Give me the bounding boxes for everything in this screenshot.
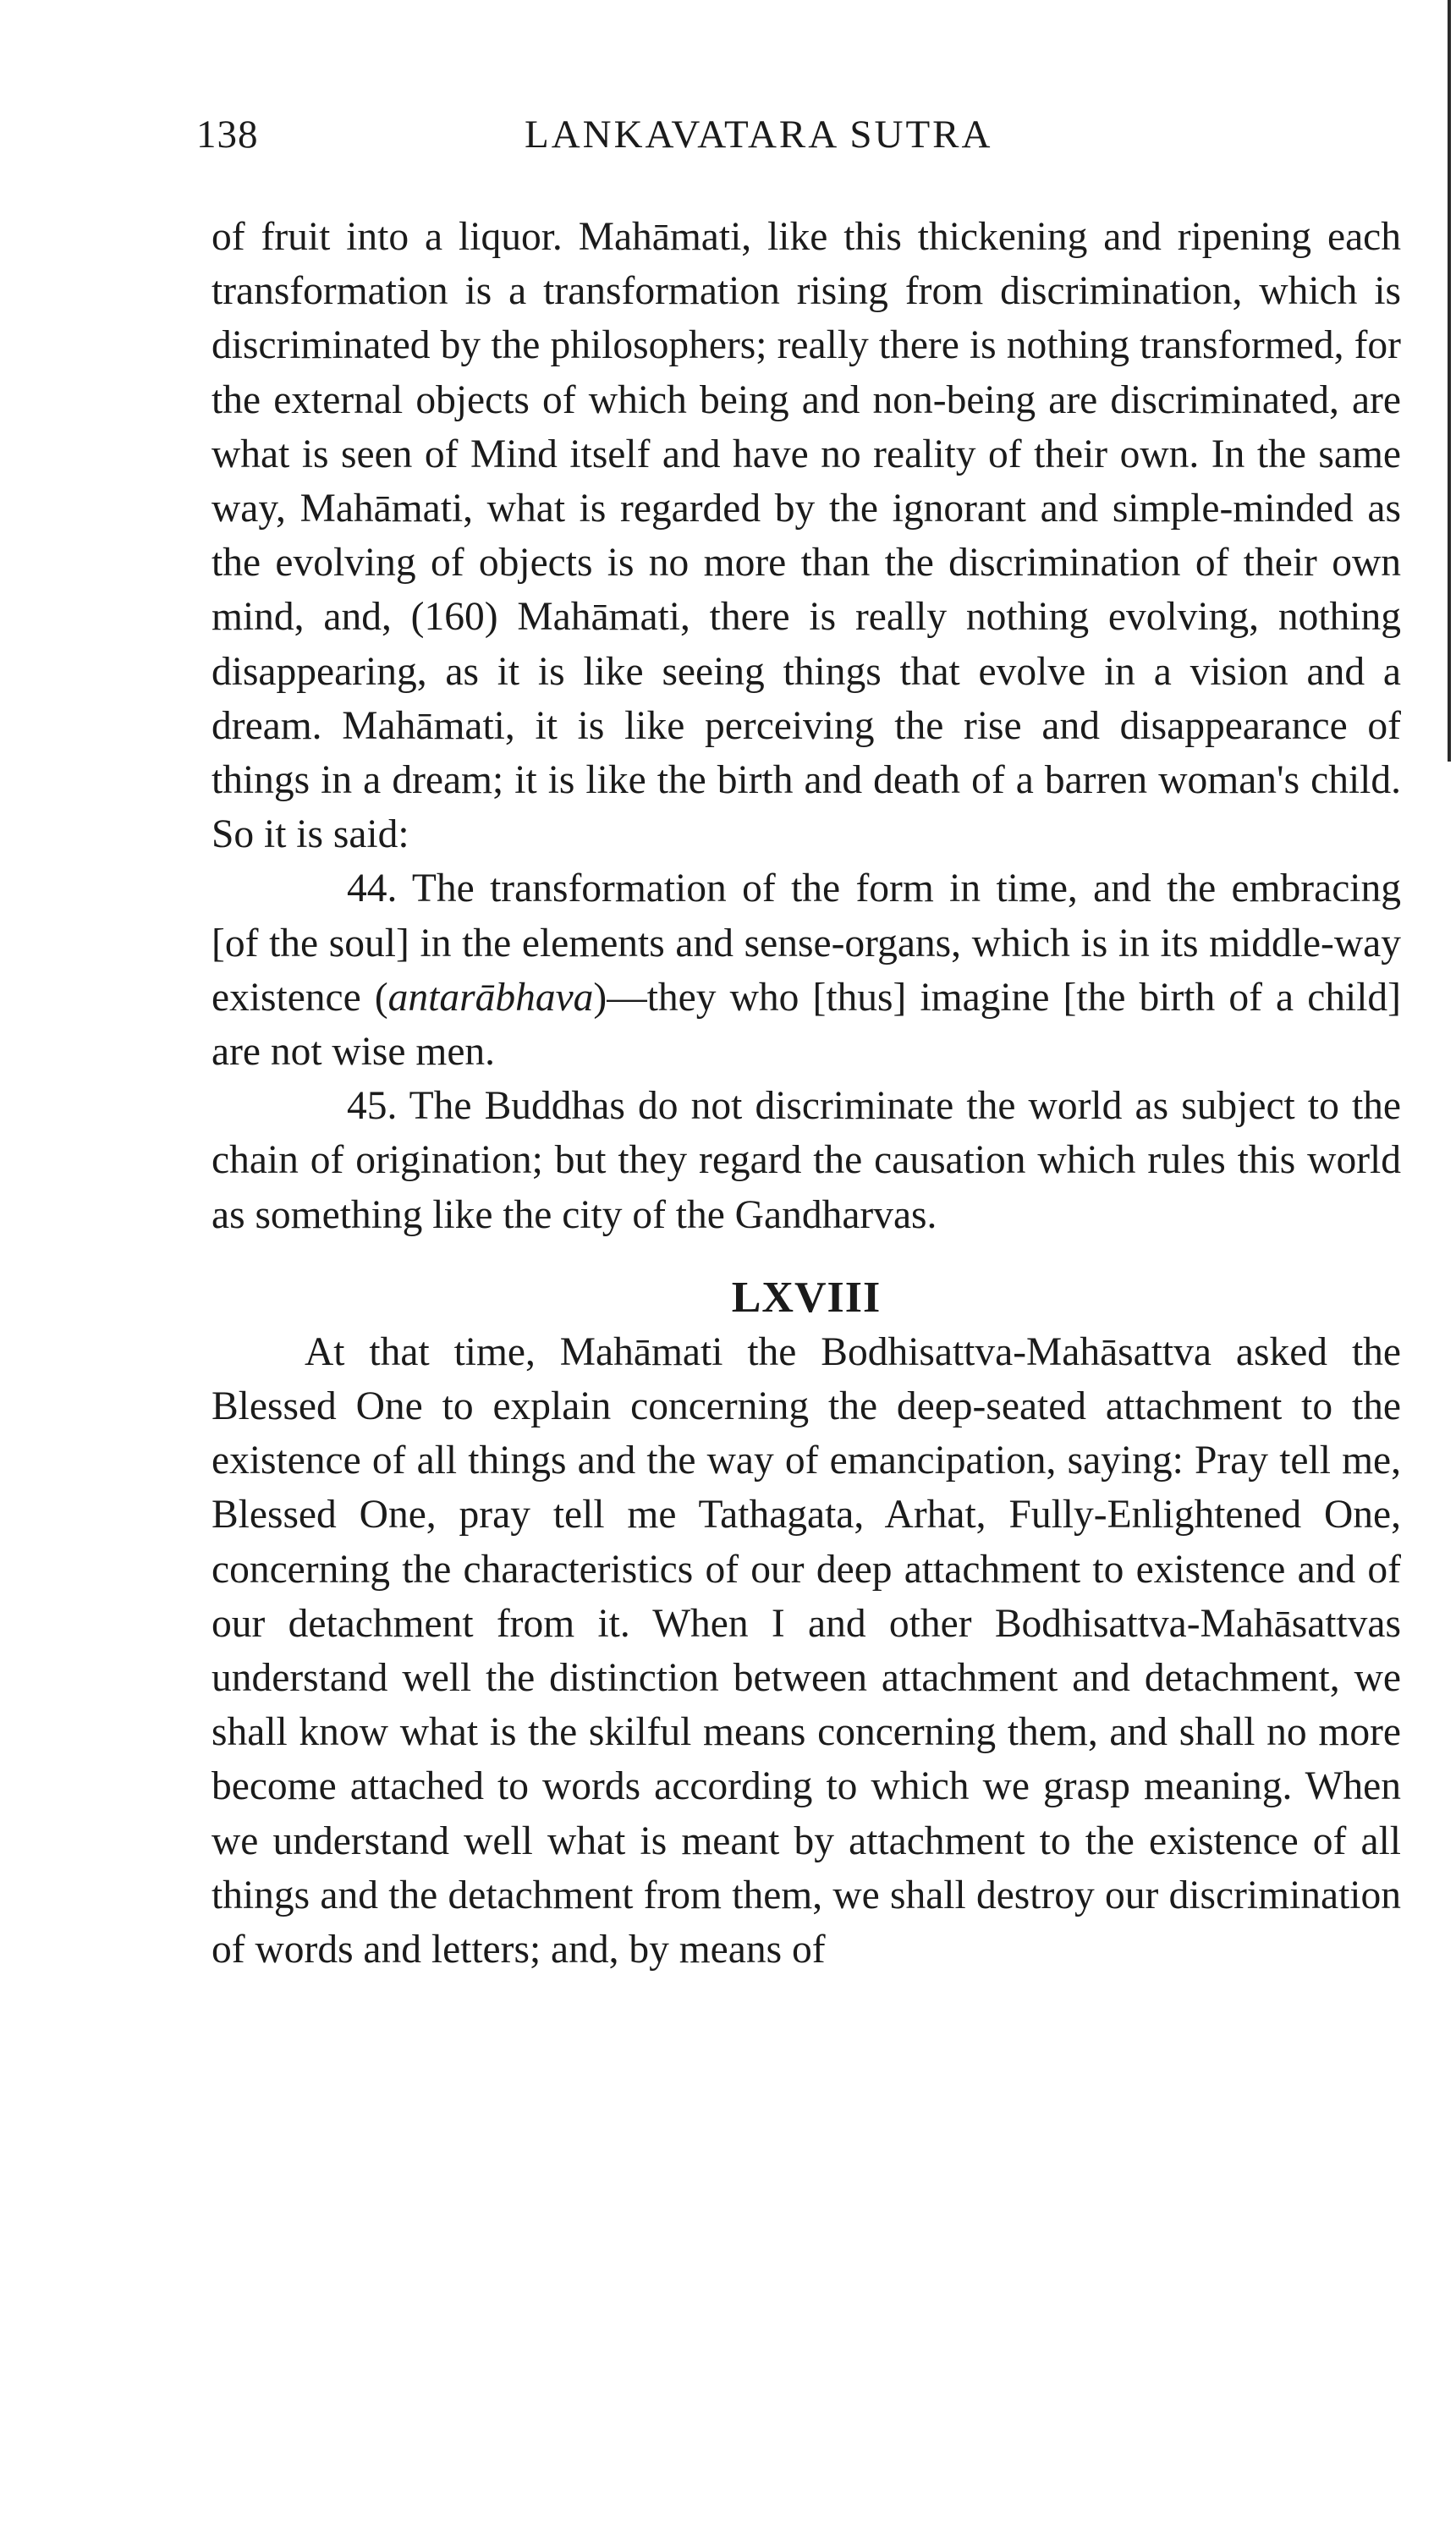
section-heading: LXVIII [731,1273,882,1322]
verse-44-text-end: )—they who [thus] imagine [the birth of a child] are not wise men. [212,975,1401,1075]
verse-44-text-start: 44. The transformation of the form in time, and the embracing [of the soul] in the elements and sense-organs, which is in its middle-way existence ( [212,866,1401,1020]
running-title: LANKAVATARA SUTRA [525,113,993,157]
page-header [196,112,1398,171]
page-body [212,210,1401,1977]
page-edge-shadow [1448,0,1451,762]
verse-44-italic-term: antarābhava [387,975,594,1020]
verse-44 [212,861,1401,1079]
page-number: 138 [196,113,259,157]
paragraph-continued: of fruit into a liquor. Mahāmati, like this thickening and ripening each transformation is a transformation rising from discrimination, which is discriminated by the philosophers; really there is nothing transformed, for the external objects of which being and non-being are discriminated, are what is seen of Mind itself and have no reality of their own. In the same way, Mahāmati, what is regarded by the ignorant and simple-minded as the evolving of objects is no more than the discrimination of their own mind, and, (160) Mahāmati, there is really nothing evolving, nothing disappearing, as it is like seeing things that evolve in a vision and a dream. Mahāmati, it is like perceiving the rise and disappearance of things in a dream; it is like the birth and death of a barren woman's child. So it is said: [212,215,1401,857]
section-paragraph: At that time, Mahāmati the Bodhisattva-Mahāsattva asked the Blessed One to explain concerning the deep-seated attachment to the existence of all things and the way of emancipation, saying: Pray tell me, Blessed One, pray tell me Tathagata, Arhat, Fully-Enlightened One, concerning the characteristics of our deep attachment to existence and of our detachment from it. When I and other Bodhisattva-Mahāsattvas understand well the distinction between attachment and detachment, we shall know what is the skilful means concerning them, and shall no more become attached to words according to which we grasp meaning. When we understand well what is meant by attachment to the existence of all things and the detachment from them, we shall destroy our discrimination of words and letters; and, by means of [212,1329,1401,1972]
verse-45: 45. The Buddhas do not discriminate the world as subject to the chain of origination; but they regard the causation which rules this world as something like the city of the Gandharvas. [212,1084,1401,1237]
